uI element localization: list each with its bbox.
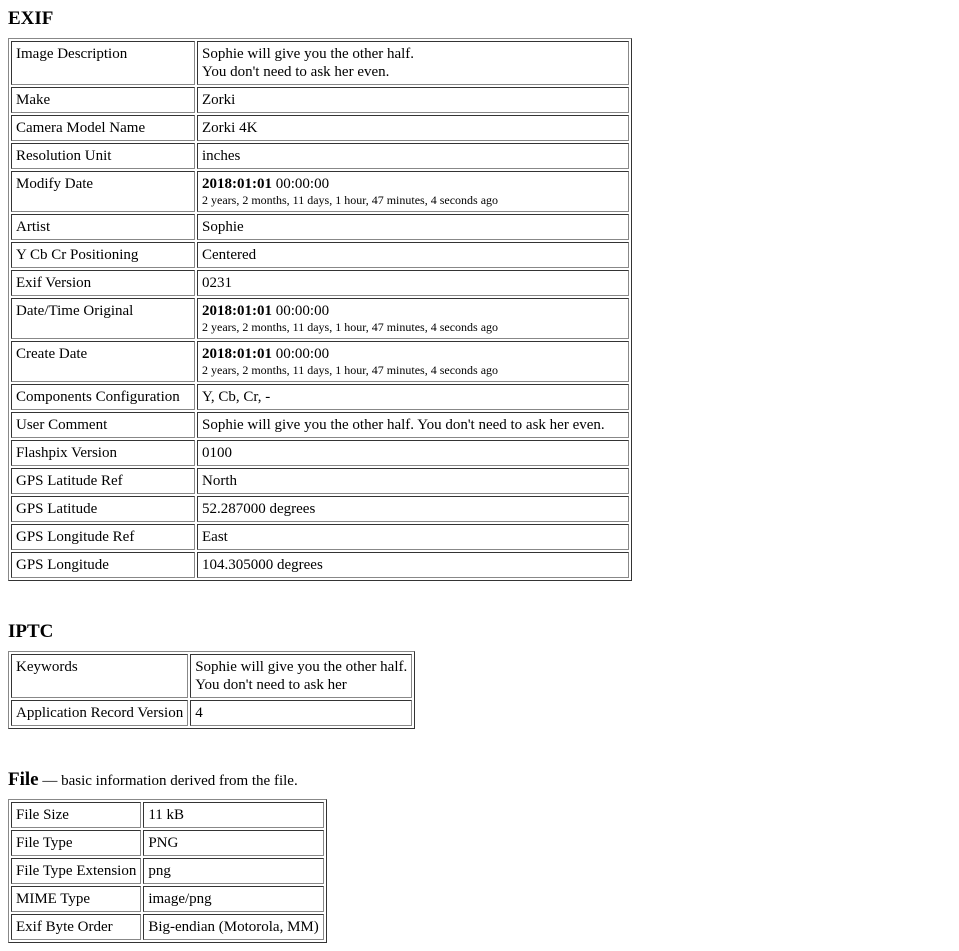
- row-label: Modify Date: [11, 171, 195, 212]
- row-label: GPS Longitude Ref: [11, 524, 195, 550]
- table-row: [11, 143, 629, 169]
- relative-time: 2 years, 2 months, 11 days, 1 hour, 47 minutes, 4 seconds ago: [202, 363, 499, 377]
- table-row: [11, 552, 629, 578]
- table-row: [11, 242, 629, 268]
- table-row: [11, 802, 324, 828]
- table-row: [11, 440, 629, 466]
- row-label: Exif Byte Order: [11, 914, 141, 940]
- row-value: Sophie will give you the other half. You don't need to ask her even.: [197, 412, 629, 438]
- row-value: East: [197, 524, 629, 550]
- table-row: [11, 914, 324, 940]
- table-row: [11, 524, 629, 550]
- row-value: PNG: [143, 830, 323, 856]
- file-heading: [8, 769, 951, 791]
- row-label: File Type Extension: [11, 858, 141, 884]
- row-value: 4: [190, 700, 412, 726]
- time-value: 00:00:00: [275, 176, 330, 192]
- table-row: [11, 171, 629, 212]
- row-value: inches: [197, 143, 629, 169]
- date-value: 2018:01:01: [202, 346, 272, 362]
- table-row: [11, 270, 629, 296]
- table-row: [11, 115, 629, 141]
- row-label: Camera Model Name: [11, 115, 195, 141]
- table-row: [11, 830, 324, 856]
- table-row: [11, 700, 412, 726]
- row-label: Flashpix Version: [11, 440, 195, 466]
- row-value: Big-endian (Motorola, MM): [143, 914, 323, 940]
- row-value: image/png: [143, 886, 323, 912]
- date-value: 2018:01:01: [202, 303, 272, 319]
- row-value: 0100: [197, 440, 629, 466]
- row-label: Artist: [11, 214, 195, 240]
- row-value: North: [197, 468, 629, 494]
- iptc-table: [8, 651, 415, 729]
- row-value: Sophie will give you the other half. You don't need to ask her: [190, 654, 412, 698]
- row-value: Sophie will give you the other half. You don't need to ask her even.: [197, 41, 629, 85]
- table-row: [11, 468, 629, 494]
- table-row: [11, 886, 324, 912]
- row-label: MIME Type: [11, 886, 141, 912]
- table-row: [11, 858, 324, 884]
- file-table: [8, 799, 327, 943]
- row-value: [197, 171, 629, 212]
- row-label: User Comment: [11, 412, 195, 438]
- table-row: [11, 654, 412, 698]
- row-value: Y, Cb, Cr, -: [197, 384, 629, 410]
- row-label: Components Configuration: [11, 384, 195, 410]
- table-row: [11, 298, 629, 339]
- row-label: Resolution Unit: [11, 143, 195, 169]
- exif-table: [8, 38, 632, 581]
- table-row: [11, 384, 629, 410]
- time-value: 00:00:00: [275, 303, 330, 319]
- row-value: [197, 341, 629, 382]
- table-row: [11, 214, 629, 240]
- row-value: 104.305000 degrees: [197, 552, 629, 578]
- row-label: GPS Longitude: [11, 552, 195, 578]
- row-label: Y Cb Cr Positioning: [11, 242, 195, 268]
- row-label: Image Description: [11, 41, 195, 85]
- table-row: [11, 496, 629, 522]
- file-subtitle: — basic information derived from the file.: [38, 773, 298, 789]
- row-label: Date/Time Original: [11, 298, 195, 339]
- row-label: File Size: [11, 802, 141, 828]
- date-value: 2018:01:01: [202, 176, 272, 192]
- time-value: 00:00:00: [275, 346, 330, 362]
- row-label: GPS Latitude Ref: [11, 468, 195, 494]
- row-label: Application Record Version: [11, 700, 188, 726]
- row-label: Create Date: [11, 341, 195, 382]
- row-label: GPS Latitude: [11, 496, 195, 522]
- file-title: File: [8, 769, 39, 790]
- row-value: Zorki 4K: [197, 115, 629, 141]
- row-value: 52.287000 degrees: [197, 496, 629, 522]
- table-row: [11, 341, 629, 382]
- row-label: File Type: [11, 830, 141, 856]
- table-row: [11, 41, 629, 85]
- row-label: Exif Version: [11, 270, 195, 296]
- relative-time: 2 years, 2 months, 11 days, 1 hour, 47 minutes, 4 seconds ago: [202, 320, 499, 334]
- row-value: Zorki: [197, 87, 629, 113]
- table-row: [11, 87, 629, 113]
- row-value: Sophie: [197, 214, 629, 240]
- row-value: 0231: [197, 270, 629, 296]
- row-value: Centered: [197, 242, 629, 268]
- exif-heading: EXIF: [8, 8, 54, 29]
- row-value: 11 kB: [143, 802, 323, 828]
- row-label: Keywords: [11, 654, 188, 698]
- table-row: [11, 412, 629, 438]
- row-value: [197, 298, 629, 339]
- iptc-heading: IPTC: [8, 621, 54, 642]
- relative-time: 2 years, 2 months, 11 days, 1 hour, 47 minutes, 4 seconds ago: [202, 193, 499, 207]
- row-value: png: [143, 858, 323, 884]
- row-label: Make: [11, 87, 195, 113]
